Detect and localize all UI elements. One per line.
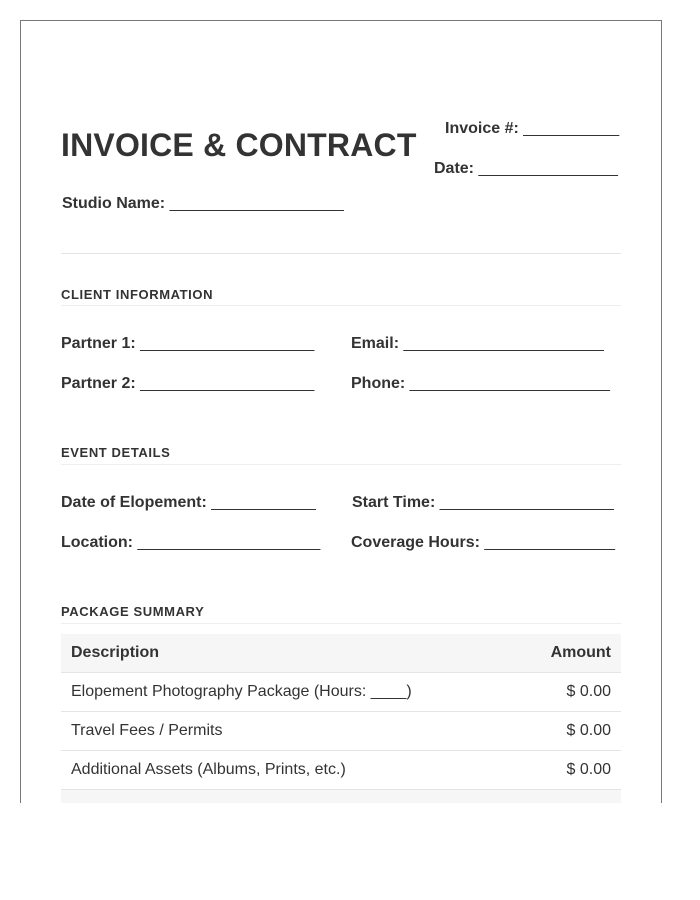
partner2-label: Partner 2: (61, 375, 136, 392)
invoice-number-blank: ___________ (523, 120, 619, 137)
elopement-date-label: Date of Elopement: (61, 494, 207, 511)
email-field[interactable] (351, 335, 604, 353)
column-header-description: Description (71, 644, 160, 661)
row-amount: $ 0.00 (566, 683, 611, 700)
partner2-blank: ____________________ (140, 375, 315, 392)
table-row-partial (61, 790, 621, 803)
phone-label: Phone: (351, 375, 406, 392)
row-description: Additional Assets (Albums, Prints, etc.) (71, 761, 346, 778)
partner1-label: Partner 1: (61, 335, 136, 352)
row-amount: $ 0.00 (566, 722, 611, 739)
location-label: Location: (61, 534, 133, 551)
client-section-rule (61, 305, 621, 306)
coverage-hours-field[interactable] (351, 534, 615, 552)
table-row (61, 673, 621, 712)
table-row (61, 712, 621, 751)
phone-field[interactable] (351, 375, 610, 393)
table-row (61, 751, 621, 790)
column-header-amount: Amount (550, 644, 611, 661)
coverage-hours-label: Coverage Hours: (351, 534, 480, 551)
invoice-date-blank: ________________ (478, 160, 618, 177)
header-divider (61, 253, 621, 254)
studio-name-field[interactable] (62, 195, 344, 213)
start-time-label: Start Time: (352, 494, 436, 511)
start-time-field[interactable] (352, 494, 614, 512)
phone-blank: _______________________ (409, 375, 610, 392)
row-description: Elopement Photography Package (Hours: ____) (71, 683, 412, 700)
event-section-title: EVENT DETAILS (61, 445, 171, 460)
start-time-blank: ____________________ (439, 494, 614, 511)
invoice-date-field[interactable] (434, 160, 618, 178)
coverage-hours-blank: _______________ (484, 534, 615, 551)
partner1-field[interactable] (61, 335, 314, 353)
elopement-date-blank: ____________ (211, 494, 316, 511)
invoice-number-field[interactable] (445, 120, 619, 138)
studio-name-blank: ____________________ (169, 195, 344, 212)
document-title: INVOICE & CONTRACT (61, 127, 417, 163)
location-blank: _____________________ (137, 534, 321, 551)
elopement-date-field[interactable] (61, 494, 316, 512)
partner1-blank: ____________________ (140, 335, 315, 352)
invoice-document (20, 20, 662, 803)
email-blank: _______________________ (403, 335, 604, 352)
package-section-rule (61, 623, 621, 624)
partner2-field[interactable] (61, 375, 314, 393)
email-label: Email: (351, 335, 400, 352)
package-section-title: PACKAGE SUMMARY (61, 604, 205, 619)
client-section-title: CLIENT INFORMATION (61, 287, 214, 302)
invoice-date-label: Date: (434, 160, 475, 177)
package-table (61, 634, 621, 803)
location-field[interactable] (61, 534, 320, 552)
table-header-row (61, 634, 621, 673)
row-amount: $ 0.00 (566, 761, 611, 778)
row-description: Travel Fees / Permits (71, 722, 223, 739)
event-section-rule (61, 464, 621, 465)
studio-name-label: Studio Name: (62, 195, 166, 212)
invoice-number-label: Invoice #: (445, 120, 519, 137)
